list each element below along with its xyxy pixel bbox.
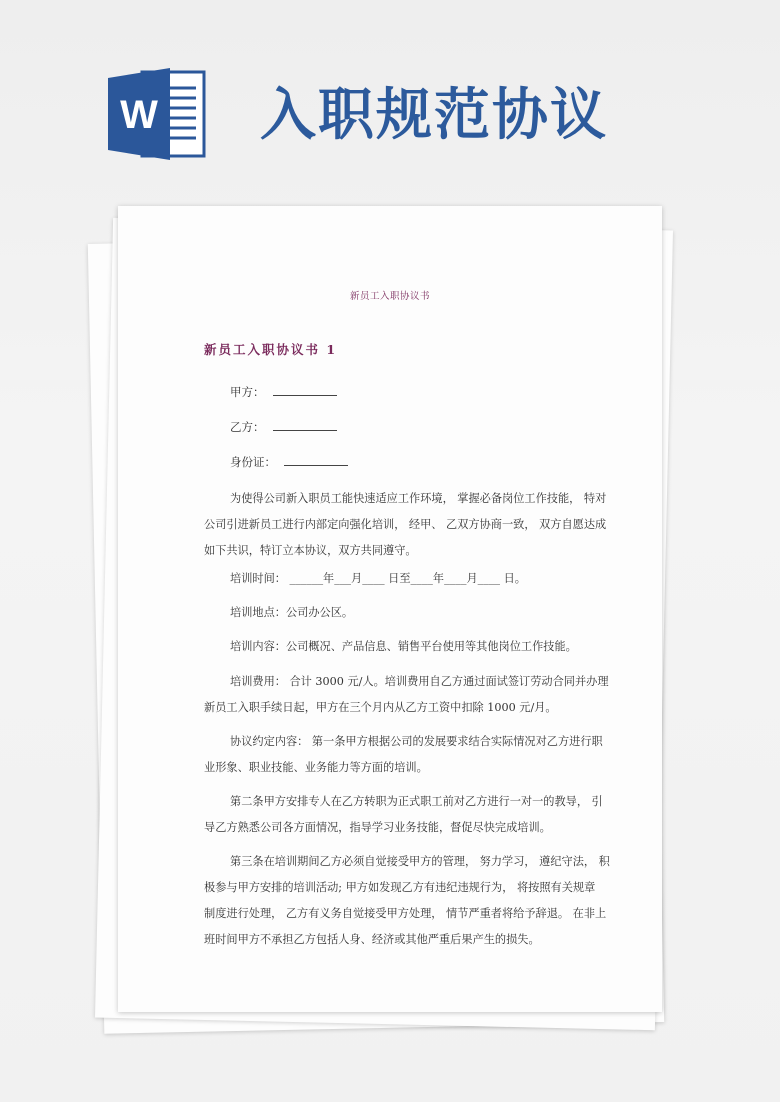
word-icon-letter: W <box>120 93 158 137</box>
intro-line-3: 如下共识，特订立本协议，双方共同遵守。 <box>204 544 417 557</box>
page-title: 入职规范协议 <box>260 83 608 148</box>
party-b-field <box>230 419 337 435</box>
training-time: 培训时间： ______年___月____ 日至____年____月____ 日。 <box>230 572 526 585</box>
agreement-line-1: 协议约定内容： 第一条甲方根据公司的发展要求结合实际情况对乙方进行职 <box>230 735 603 748</box>
party-a-label: 甲方： <box>230 385 265 399</box>
agreement-line-2: 业形象、职业技能、业务能力等方面的培训。 <box>204 761 428 774</box>
id-blank <box>284 464 348 466</box>
article-3-line-3: 制度进行处理， 乙方有义务自觉接受甲方处理， 情节严重者将给予辞退。 在非上 <box>204 907 607 920</box>
intro-line-1: 为使得公司新入职员工能快速适应工作环境， 掌握必备岗位工作技能， 特对 <box>230 492 607 505</box>
article-2-line-2: 导乙方熟悉公司各方面情况，指导学习业务技能，督促尽快完成培训。 <box>204 821 551 834</box>
document-subheading: 新员工入职协议书 1 <box>204 342 338 357</box>
word-document-icon <box>108 68 208 160</box>
party-a-blank <box>273 394 337 396</box>
article-2-line-1: 第二条甲方安排专人在乙方转职为正式职工前对乙方进行一对一的教导， 引 <box>230 795 603 808</box>
training-fee-line-2: 新员工入职手续日起，甲方在三个月内从乙方工资中扣除 1000 元/月。 <box>204 701 557 714</box>
intro-line-2: 公司引进新员工进行内部定向强化培训， 经甲、 乙双方协商一致， 双方自愿达成 <box>204 518 607 531</box>
article-3-line-1: 第三条在培训期间乙方必须自觉接受甲方的管理， 努力学习， 遵纪守法， 积 <box>230 855 610 868</box>
document-page <box>118 206 662 1012</box>
article-3-line-4: 班时间甲方不承担乙方包括人身、经济或其他严重后果产生的损失。 <box>204 933 540 946</box>
training-content: 培训内容：公司概况、产品信息、销售平台使用等其他岗位工作技能。 <box>230 640 577 653</box>
id-field <box>230 454 348 470</box>
party-b-blank <box>273 429 337 431</box>
id-label: 身份证： <box>230 455 276 469</box>
party-a-field <box>230 384 337 400</box>
training-fee-line-1: 培训费用： 合计 3000 元/人。培训费用自乙方通过面试签订劳动合同并办理 <box>230 675 609 688</box>
party-b-label: 乙方： <box>230 420 265 434</box>
page-header <box>108 66 668 166</box>
document-heading: 新员工入职协议书 <box>349 291 430 302</box>
article-3-line-2: 极参与甲方安排的培训活动; 甲方如发现乙方有违纪违规行为， 将按照有关规章 <box>204 881 596 894</box>
training-place: 培训地点：公司办公区。 <box>230 606 354 619</box>
